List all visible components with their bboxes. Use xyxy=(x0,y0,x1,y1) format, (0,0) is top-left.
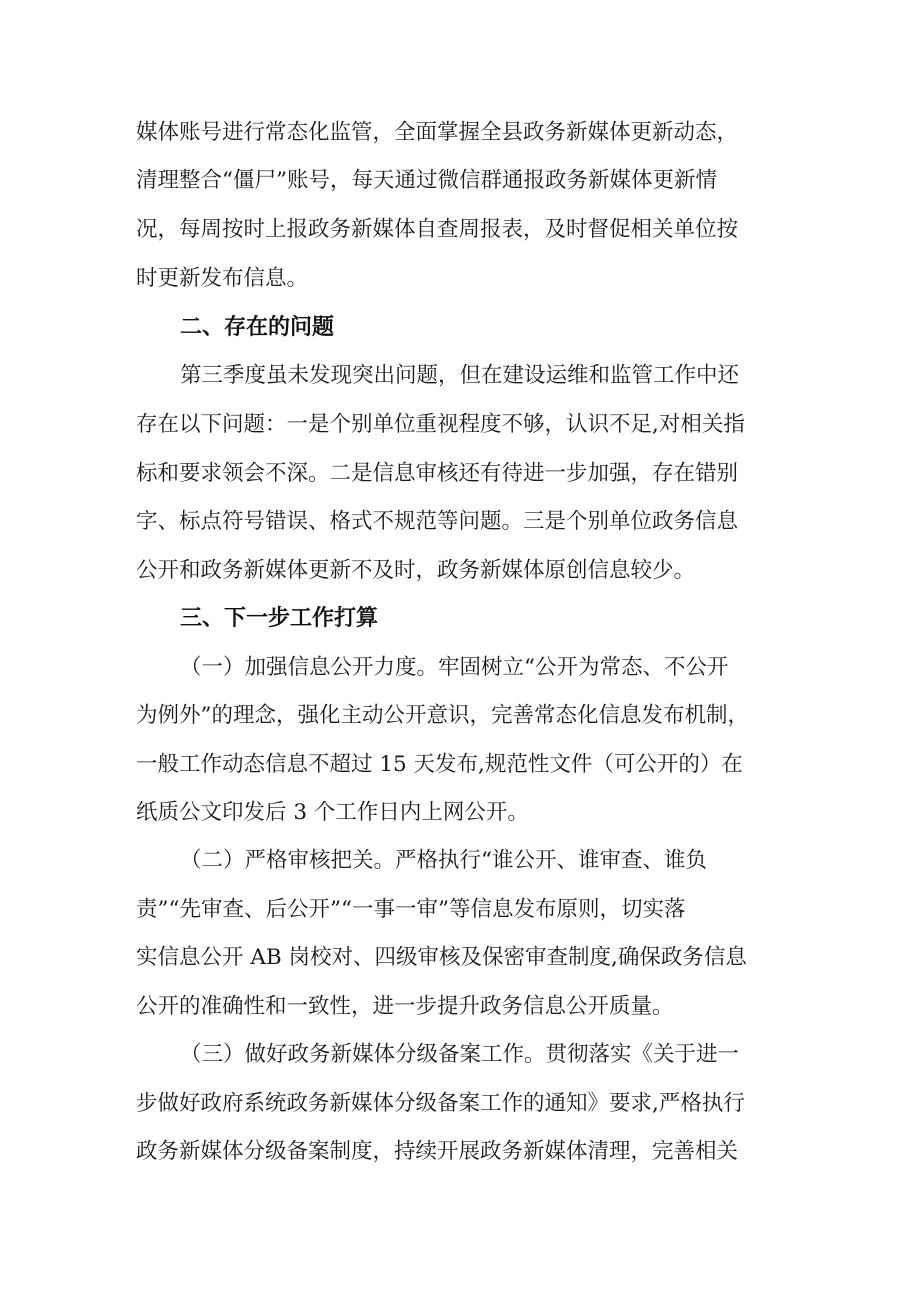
paragraph-5-line-1: （三）做好政务新媒体分级备案工作。贯彻落实《关于进一 xyxy=(180,1042,740,1067)
paragraph-3-line-2: 为例外”的理念，强化主动公开意识，完善常态化信息发布机制， xyxy=(136,703,749,728)
paragraph-2-line-2: 存在以下问题：一是个别单位重视程度不够，认识不足,对相关指 xyxy=(136,412,745,437)
paragraph-4-line-2: 责”“先审查、后公开”“一事一审”等信息发布原则，切实落 xyxy=(136,897,686,922)
section-heading-next-steps: 三、下一步工作打算 xyxy=(180,606,379,631)
paragraph-2-line-5: 公开和政务新媒体更新不及时，政务新媒体原创信息较少。 xyxy=(136,558,696,583)
paragraph-1-line-3: 况，每周按时上报政务新媒体自查周报表，及时督促相关单位按 xyxy=(136,217,739,242)
paragraph-4-line-4: 公开的准确性和一致性，进一步提升政务信息公开质量。 xyxy=(136,994,674,1019)
paragraph-3-line-1: （一）加强信息公开力度。牢固树立“公开为常态、不公开 xyxy=(180,655,729,680)
paragraph-4-line-1: （二）严格审核把关。严格执行“谁公开、谁审查、谁负 xyxy=(180,848,707,873)
paragraph-1-line-1: 媒体账号进行常态化监管，全面掌握全县政务新媒体更新动态， xyxy=(136,120,739,145)
paragraph-5-line-2: 步做好政府系统政务新媒体分级备案工作的通知》要求,严格执行 xyxy=(136,1091,745,1116)
paragraph-2-line-3: 标和要求领会不深。二是信息审核还有待进一步加强，存在错别 xyxy=(136,461,739,486)
paragraph-4-line-3: 实信息公开 AB 岗校对、四级审核及保密审查制度,确保政务信息 xyxy=(136,945,747,970)
paragraph-3-line-3: 一般工作动态信息不超过 15 天发布,规范性文件（可公开的）在 xyxy=(136,752,743,777)
paragraph-1-line-4: 时更新发布信息。 xyxy=(136,266,309,291)
section-heading-problems: 二、存在的问题 xyxy=(180,315,335,340)
paragraph-5-line-3: 政务新媒体分级备案制度，持续开展政务新媒体清理，完善相关 xyxy=(136,1139,739,1164)
paragraph-2-line-1: 第三季度虽未发现突出问题，但在建设运维和监管工作中还 xyxy=(180,363,740,388)
paragraph-1-line-2: 清理整合“僵尸”账号，每天通过微信群通报政务新媒体更新情 xyxy=(136,168,717,193)
paragraph-3-line-4: 纸质公文印发后 3 个工作日内上网公开。 xyxy=(136,800,529,825)
paragraph-2-line-4: 字、标点符号错误、格式不规范等问题。三是个别单位政务信息 xyxy=(136,509,739,534)
